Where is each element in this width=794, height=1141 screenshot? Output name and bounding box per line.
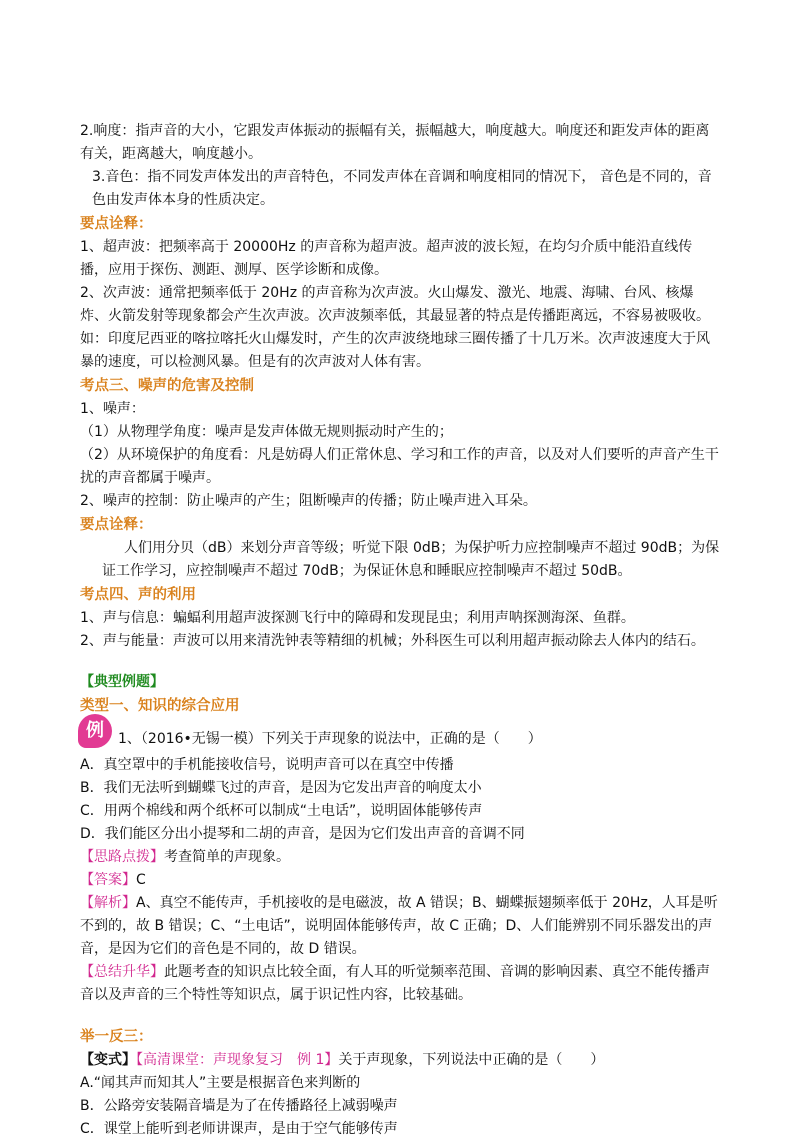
variant-option-b: B．公路旁安装隔音墙是为了在传播路径上减弱噪声: [80, 1098, 398, 1114]
question-1-option-d: D．我们能区分出小提琴和二胡的声音，是因为它们发出声音的音调不同: [80, 826, 525, 842]
variant-option-c: C．课堂上能听到老师讲课声，是由于空气能够传声: [80, 1121, 398, 1137]
hint-text: 考查简单的声现象。: [164, 849, 290, 865]
question-1-option-c: C．用两个棉线和两个纸杯可以制成“土电话”，说明固体能够传声: [80, 803, 483, 819]
summary-line: [80, 961, 720, 1007]
variant-tag: 【变式】: [80, 1052, 136, 1068]
question-1-option-b: B．我们无法听到蝴蝶飞过的声音，是因为它发出声音的响度太小: [80, 780, 482, 796]
analysis-line: [80, 892, 720, 961]
summary-text: 此题考查的知识点比较全面，有人耳的听觉频率范围、音调的影响因素、真空不能传播声音以及声音的三个特性等知识点，属于识记性内容，比较基础。: [80, 964, 710, 1003]
answer-text: C: [136, 872, 146, 888]
paragraph-noise-physics: （1）从物理学角度：噪声是发声体做无规则振动时产生的；: [80, 424, 453, 440]
heading-key-points-2: 要点诠释：: [80, 517, 153, 533]
spacer: [80, 653, 720, 671]
variant-source-tag: 【高清课堂：声现象复习 例 1】: [136, 1052, 339, 1068]
question-1: 1、（2016•无锡一模）下列关于声现象的说法中，正确的是（ ）: [118, 731, 542, 747]
paragraph-noise-environment: （2）从环境保护的角度看：凡是妨碍人们正常休息、学习和工作的声音，以及对人们要听的声音产生干扰的声音都属于噪声。: [80, 447, 719, 486]
example-row: [80, 718, 720, 754]
paragraph-noise-control: 2、噪声的控制：防止噪声的产生；阻断噪声的传播；防止噪声进入耳朵。: [80, 493, 537, 509]
answer-line: [80, 869, 720, 892]
analysis-tag: 【解析】: [80, 895, 136, 911]
paragraph-sound-information: 1、声与信息：蝙蝠利用超声波探测飞行中的障碍和发现昆虫；利用声呐探测海深、鱼群。: [80, 610, 635, 626]
hint-line: [80, 846, 720, 869]
heading-practice: 举一反三：: [80, 1029, 153, 1045]
heading-key-points-1: 要点诠释：: [80, 216, 153, 232]
question-1-option-a: A．真空罩中的手机能接收信号，说明声音可以在真空中传播: [80, 757, 454, 773]
paragraph-loudness: 2.响度：指声音的大小，它跟发声体振动的振幅有关，振幅越大，响度越大。响度还和距发声体的距离有关，距离越大，响度越小。: [80, 123, 710, 162]
variant-option-a: A.“闻其声而知其人”主要是根据音色来判断的: [80, 1075, 361, 1091]
variant-question: 关于声现象，下列说法中正确的是（ ）: [338, 1052, 605, 1068]
heading-point-3: 考点三、噪声的危害及控制: [80, 378, 254, 394]
summary-tag: 【总结升华】: [80, 964, 164, 980]
answer-tag: 【答案】: [80, 872, 136, 888]
document-page: [80, 120, 720, 1141]
paragraph-timbre: 3.音色：指不同发声体发出的声音特色，不同发声体在音调和响度相同的情况下， 音色是不同的，音色由发声体本身的性质决定。: [92, 169, 712, 208]
paragraph-infrasound: 2、次声波：通常把频率低于 20Hz 的声音称为次声波。火山爆发、激光、地震、海啸、台风、核爆炸、火箭发射等现象都会产生次声波。次声波频率低，其最显著的特点是传播距离远，不容易被吸收。如：印度尼西亚的喀拉喀托火山爆发时，产生的次声波绕地球三圈传播了十几万米。次声波速度大于风暴的速度，可以检测风暴。但是有的次声波对人体有害。: [80, 285, 710, 370]
heading-point-4: 考点四、声的利用: [80, 587, 196, 603]
hint-tag: 【思路点拨】: [80, 849, 164, 865]
heading-typical-examples: 【典型例题】: [80, 674, 164, 690]
analysis-text: A、真空不能传声，手机接收的是电磁波，故 A 错误；B、蝴蝶振翅频率低于 20Hz，人耳是听不到的，故 B 错误；C、“土电话”，说明固体能够传声，故 C 正确；D、人们能辨别不同乐器发出的声音，是因为它们的音色是不同的，故 D 错误。: [80, 895, 718, 957]
heading-type-1: 类型一、知识的综合应用: [80, 698, 240, 714]
example-badge-icon: 例: [78, 714, 112, 748]
paragraph-decibel: 人们用分贝（dB）来划分声音等级；听觉下限 0dB；为保护听力应控制噪声不超过 90dB；为保证工作学习，应控制噪声不超过 70dB；为保证休息和睡眠应控制噪声不超过 50dB。: [102, 540, 720, 579]
paragraph-noise: 1、噪声：: [80, 401, 145, 417]
variant-line: [80, 1049, 720, 1072]
paragraph-sound-energy: 2、声与能量：声波可以用来清洗钟表等精细的机械；外科医生可以利用超声振动除去人体内的结石。: [80, 633, 705, 649]
paragraph-ultrasound: 1、超声波：把频率高于 20000Hz 的声音称为超声波。超声波的波长短，在均匀介质中能沿直线传播，应用于探伤、测距、测厚、医学诊断和成像。: [80, 239, 693, 278]
spacer: [80, 1007, 720, 1025]
